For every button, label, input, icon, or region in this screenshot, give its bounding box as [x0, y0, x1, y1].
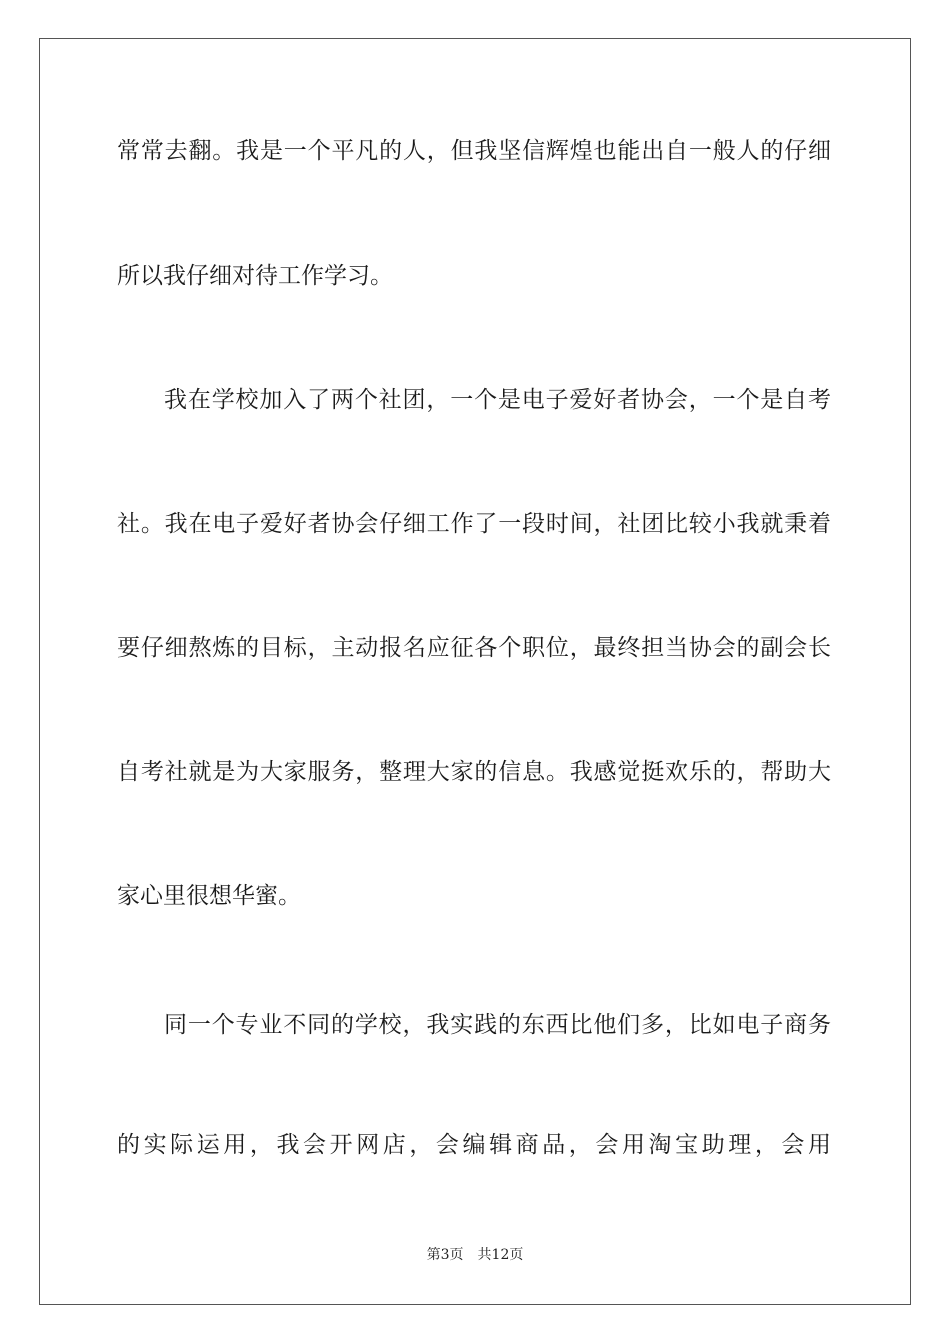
text-line: 要仔细熬炼的目标，主动报名应征各个职位，最终担当协会的副会长	[117, 635, 831, 661]
text-line: 常常去翻。我是一个平凡的人，但我坚信辉煌也能出自一般人的仔细	[117, 138, 831, 164]
page-border	[39, 38, 911, 1305]
paragraph-start-line: 我在学校加入了两个社团，一个是电子爱好者协会，一个是自考	[164, 387, 831, 413]
paragraph-start-line: 同一个专业不同的学校，我实践的东西比他们多，比如电子商务	[164, 1012, 831, 1038]
text-line: 社。我在电子爱好者协会仔细工作了一段时间，社团比较小我就秉着	[117, 511, 831, 537]
page-total: 共12页	[477, 1247, 524, 1263]
text-line: 的实际运用，我会开网店，会编辑商品，会用淘宝助理，会用	[117, 1132, 831, 1158]
text-line: 自考社就是为大家服务，整理大家的信息。我感觉挺欢乐的，帮助大	[117, 759, 831, 785]
page-footer	[0, 1246, 950, 1264]
page-number: 第3页	[426, 1247, 464, 1263]
text-line: 家心里很想华蜜。	[117, 883, 301, 909]
text-line: 所以我仔细对待工作学习。	[117, 263, 393, 289]
